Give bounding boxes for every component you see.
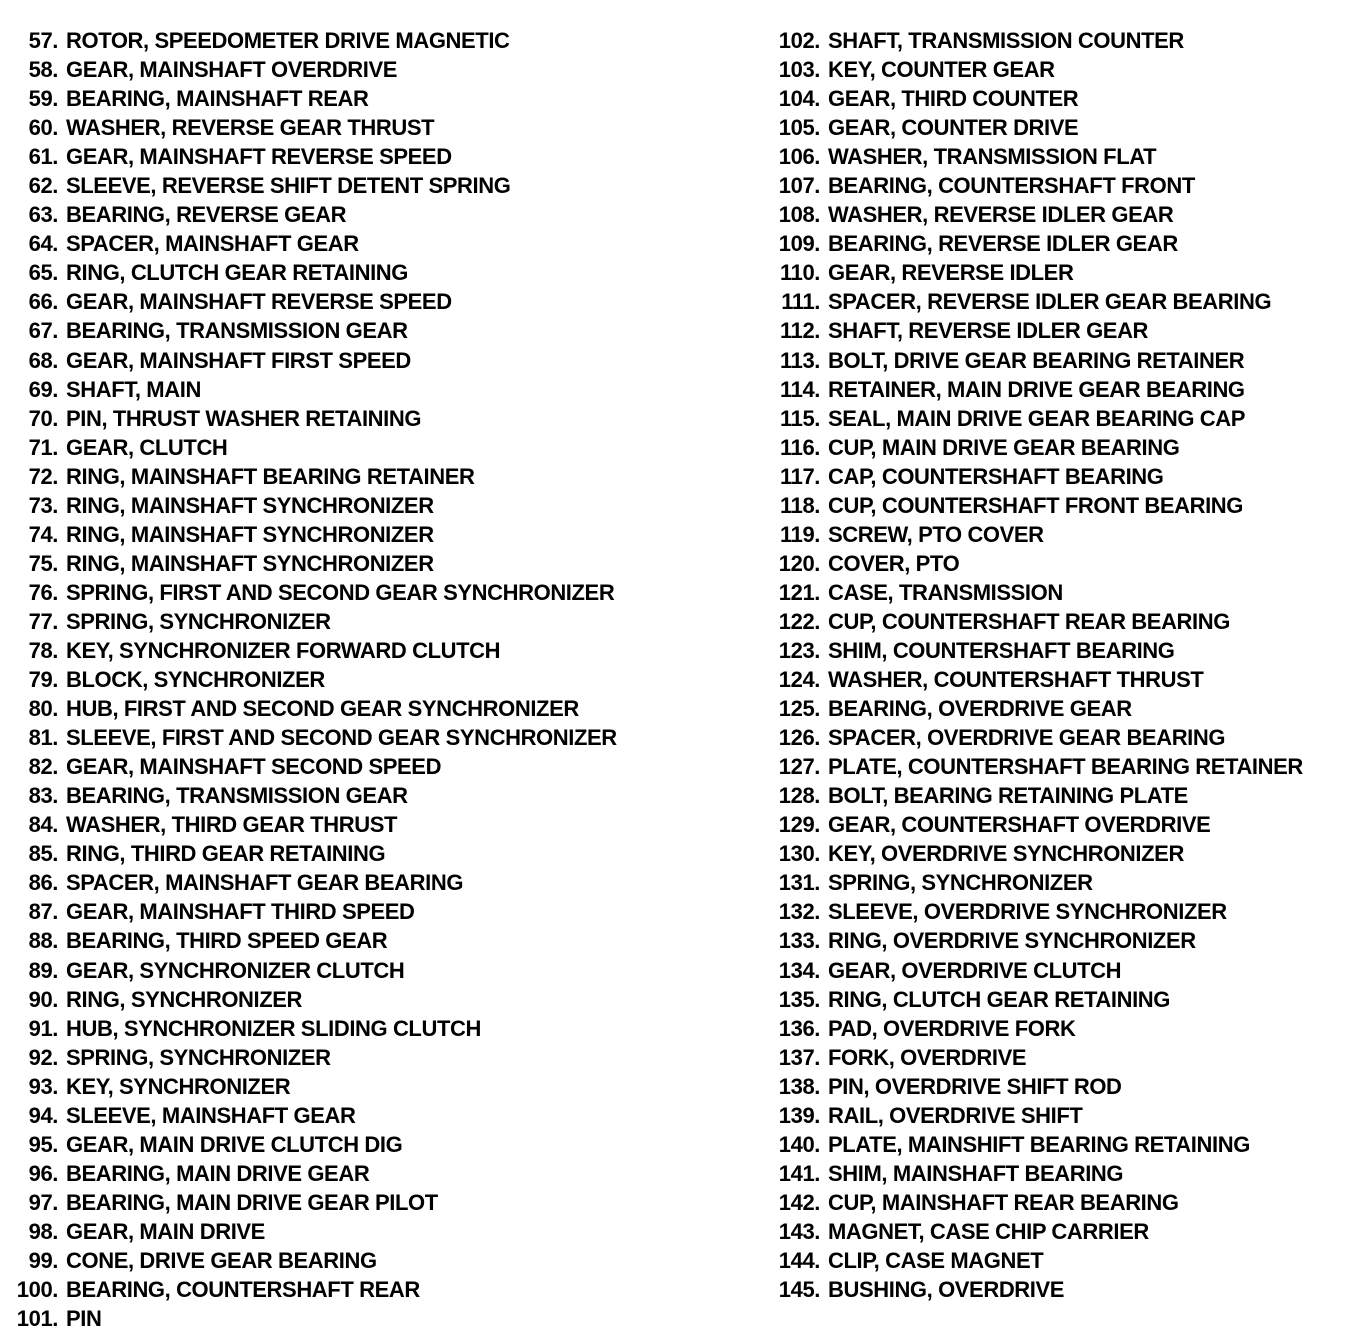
part-number: 121. xyxy=(778,579,820,605)
part-list-item xyxy=(8,433,728,462)
part-list-item xyxy=(760,491,1360,520)
part-list-item xyxy=(760,1043,1360,1072)
part-number: 93. xyxy=(28,1073,58,1099)
part-number: 100. xyxy=(16,1277,58,1303)
part-description: SLEEVE, REVERSE SHIFT DETENT SPRING xyxy=(66,173,511,199)
part-number: 114. xyxy=(779,376,820,402)
part-list-item xyxy=(8,1043,728,1072)
part-number: 139. xyxy=(778,1102,820,1128)
part-list-item xyxy=(760,229,1360,258)
part-description: GEAR, MAINSHAFT THIRD SPEED xyxy=(66,899,415,925)
part-number: 71. xyxy=(28,434,58,460)
part-list-item xyxy=(760,1101,1360,1130)
part-number: 122. xyxy=(778,608,820,634)
part-list-item xyxy=(760,1072,1360,1101)
part-number: 137. xyxy=(778,1044,820,1070)
part-description: BEARING, REVERSE GEAR xyxy=(66,202,347,228)
part-description: PAD, OVERDRIVE FORK xyxy=(828,1015,1076,1041)
part-number: 97. xyxy=(28,1189,58,1215)
part-list-item xyxy=(760,607,1360,636)
part-number: 61. xyxy=(28,144,58,170)
part-number: 92. xyxy=(28,1044,58,1070)
part-description: KEY, SYNCHRONIZER xyxy=(66,1073,291,1099)
part-list-item xyxy=(760,287,1360,316)
part-description: RAIL, OVERDRIVE SHIFT xyxy=(828,1102,1083,1128)
part-list-item xyxy=(760,549,1360,578)
part-description: BEARING, REVERSE IDLER GEAR xyxy=(828,231,1178,257)
part-description: RING, MAINSHAFT SYNCHRONIZER xyxy=(66,521,434,547)
part-list-item xyxy=(760,1159,1360,1188)
part-number: 72. xyxy=(28,463,58,489)
part-description: CUP, COUNTERSHAFT REAR BEARING xyxy=(828,608,1230,634)
part-description: BEARING, THIRD SPEED GEAR xyxy=(66,928,388,954)
part-list-item xyxy=(760,781,1360,810)
part-list-item xyxy=(8,84,728,113)
part-description: RING, MAINSHAFT BEARING RETAINER xyxy=(66,463,475,489)
part-description: SPACER, MAINSHAFT GEAR xyxy=(66,231,359,257)
part-description: SHAFT, MAIN xyxy=(66,376,201,402)
part-description: RING, THIRD GEAR RETAINING xyxy=(66,841,386,867)
part-number: 142. xyxy=(778,1189,820,1215)
part-number: 82. xyxy=(28,754,58,780)
part-list-item xyxy=(760,404,1360,433)
part-number: 104. xyxy=(778,86,820,112)
part-number: 125. xyxy=(778,696,820,722)
part-description: RING, MAINSHAFT SYNCHRONIZER xyxy=(66,492,434,518)
part-number: 117. xyxy=(779,463,820,489)
part-description: SEAL, MAIN DRIVE GEAR BEARING CAP xyxy=(828,405,1246,431)
part-description: GEAR, CLUTCH xyxy=(66,434,228,460)
part-number: 138. xyxy=(778,1073,820,1099)
part-description: SPACER, REVERSE IDLER GEAR BEARING xyxy=(828,289,1272,315)
part-number: 126. xyxy=(778,725,820,751)
part-list-item xyxy=(8,1275,728,1304)
part-list-item xyxy=(8,665,728,694)
part-description: FORK, OVERDRIVE xyxy=(828,1044,1027,1070)
part-list-item xyxy=(8,1246,728,1275)
part-description: RING, OVERDRIVE SYNCHRONIZER xyxy=(828,928,1196,954)
part-list-item xyxy=(8,607,728,636)
part-description: SPACER, MAINSHAFT GEAR BEARING xyxy=(66,870,464,896)
part-description: RETAINER, MAIN DRIVE GEAR BEARING xyxy=(828,376,1245,402)
part-list-item xyxy=(8,316,728,345)
part-number: 113. xyxy=(779,347,820,373)
part-description: SPRING, SYNCHRONIZER xyxy=(828,870,1093,896)
part-list-item xyxy=(8,723,728,752)
part-number: 83. xyxy=(28,783,58,809)
part-number: 66. xyxy=(28,289,58,315)
part-number: 73. xyxy=(28,492,58,518)
part-list-item xyxy=(760,258,1360,287)
part-number: 116. xyxy=(779,434,820,460)
part-description: PLATE, COUNTERSHAFT BEARING RETAINER xyxy=(828,754,1303,780)
part-list-item xyxy=(760,723,1360,752)
part-description: SHIM, COUNTERSHAFT BEARING xyxy=(828,637,1175,663)
part-list-item xyxy=(8,868,728,897)
part-description: GEAR, MAINSHAFT REVERSE SPEED xyxy=(66,289,452,315)
part-description: KEY, OVERDRIVE SYNCHRONIZER xyxy=(828,841,1184,867)
part-description: SLEEVE, OVERDRIVE SYNCHRONIZER xyxy=(828,899,1227,925)
part-list-item xyxy=(760,810,1360,839)
part-number: 105. xyxy=(778,115,820,141)
part-description: CLIP, CASE MAGNET xyxy=(828,1247,1044,1273)
part-list-item xyxy=(760,55,1360,84)
part-list-item xyxy=(760,956,1360,985)
part-number: 127. xyxy=(778,754,820,780)
part-number: 96. xyxy=(28,1160,58,1186)
part-number: 130. xyxy=(778,841,820,867)
part-list-item xyxy=(760,316,1360,345)
part-list-item xyxy=(760,433,1360,462)
part-description: ROTOR, SPEEDOMETER DRIVE MAGNETIC xyxy=(66,28,510,53)
part-description: RING, MAINSHAFT SYNCHRONIZER xyxy=(66,550,434,576)
part-list-item xyxy=(8,55,728,84)
part-list-item xyxy=(760,375,1360,404)
part-description: WASHER, COUNTERSHAFT THRUST xyxy=(828,667,1204,693)
part-list-item xyxy=(8,694,728,723)
part-list-item xyxy=(760,897,1360,926)
part-description: BEARING, COUNTERSHAFT FRONT xyxy=(828,173,1195,199)
part-list-item xyxy=(8,26,728,55)
part-number: 141. xyxy=(778,1160,820,1186)
part-list-item xyxy=(760,868,1360,897)
part-number: 94. xyxy=(28,1102,58,1128)
part-description: COVER, PTO xyxy=(828,550,960,576)
part-list-item xyxy=(760,1130,1360,1159)
part-description: SLEEVE, FIRST AND SECOND GEAR SYNCHRONIZER xyxy=(66,725,617,751)
part-number: 84. xyxy=(28,812,58,838)
part-list-item xyxy=(8,549,728,578)
part-list-item xyxy=(8,839,728,868)
part-description: SPRING, SYNCHRONIZER xyxy=(66,1044,331,1070)
part-list-item xyxy=(8,462,728,491)
part-number: 59. xyxy=(28,86,58,112)
part-description: GEAR, REVERSE IDLER xyxy=(828,260,1074,286)
part-number: 65. xyxy=(28,260,58,286)
part-number: 136. xyxy=(778,1015,820,1041)
part-number: 86. xyxy=(28,870,58,896)
part-list-item xyxy=(760,636,1360,665)
part-list-item xyxy=(760,1275,1360,1304)
part-number: 70. xyxy=(28,405,58,431)
part-list-item xyxy=(8,200,728,229)
part-number: 99. xyxy=(28,1247,58,1273)
part-number: 106. xyxy=(778,144,820,170)
part-number: 115. xyxy=(779,405,820,431)
part-list-item xyxy=(8,375,728,404)
part-number: 144. xyxy=(778,1247,820,1273)
part-description: RING, SYNCHRONIZER xyxy=(66,986,303,1012)
part-number: 74. xyxy=(28,521,58,547)
part-description: PLATE, MAINSHIFT BEARING RETAINING xyxy=(828,1131,1250,1157)
part-list-item xyxy=(8,1014,728,1043)
part-number: 135. xyxy=(778,986,820,1012)
part-description: RING, CLUTCH GEAR RETAINING xyxy=(66,260,409,286)
part-description: BOLT, BEARING RETAINING PLATE xyxy=(828,783,1188,809)
part-number: 91. xyxy=(28,1015,58,1041)
part-description: GEAR, MAIN DRIVE CLUTCH DIG xyxy=(66,1131,403,1157)
part-list-item xyxy=(760,142,1360,171)
part-list-item xyxy=(8,926,728,955)
part-list-item xyxy=(8,1217,728,1246)
part-number: 81. xyxy=(28,725,58,751)
part-list-item xyxy=(760,26,1360,55)
part-number: 98. xyxy=(28,1218,58,1244)
parts-list-left-column xyxy=(8,26,728,1333)
part-number: 90. xyxy=(28,986,58,1012)
part-number: 140. xyxy=(778,1131,820,1157)
part-number: 87. xyxy=(28,899,58,925)
part-list-item xyxy=(8,578,728,607)
part-number: 133. xyxy=(778,928,820,954)
part-number: 69. xyxy=(28,376,58,402)
part-number: 124. xyxy=(778,667,820,693)
part-list-item xyxy=(760,985,1360,1014)
part-list-item xyxy=(8,1072,728,1101)
part-number: 119. xyxy=(779,521,820,547)
part-description: CAP, COUNTERSHAFT BEARING xyxy=(828,463,1164,489)
part-number: 75. xyxy=(28,550,58,576)
part-number: 78. xyxy=(28,637,58,663)
part-description: BEARING, TRANSMISSION GEAR xyxy=(66,318,408,344)
part-list-item xyxy=(760,926,1360,955)
part-number: 129. xyxy=(778,812,820,838)
part-number: 132. xyxy=(778,899,820,925)
part-list-item xyxy=(8,404,728,433)
part-list-item xyxy=(8,1130,728,1159)
part-number: 89. xyxy=(28,957,58,983)
part-number: 143. xyxy=(778,1218,820,1244)
part-number: 85. xyxy=(28,841,58,867)
part-description: SPRING, SYNCHRONIZER xyxy=(66,608,331,634)
part-list-item xyxy=(760,84,1360,113)
part-description: CONE, DRIVE GEAR BEARING xyxy=(66,1247,377,1273)
part-number: 128. xyxy=(778,783,820,809)
part-description: BUSHING, OVERDRIVE xyxy=(828,1277,1065,1303)
part-number: 103. xyxy=(778,57,820,83)
part-list-item xyxy=(760,839,1360,868)
part-list-item xyxy=(760,665,1360,694)
part-number: 95. xyxy=(28,1131,58,1157)
part-description: CASE, TRANSMISSION xyxy=(828,579,1063,605)
part-list-item xyxy=(760,578,1360,607)
part-list-item xyxy=(8,287,728,316)
part-description: GEAR, COUNTER DRIVE xyxy=(828,115,1079,141)
part-number: 110. xyxy=(779,260,820,286)
part-list-item xyxy=(8,1159,728,1188)
part-list-item xyxy=(8,1188,728,1217)
part-list-item xyxy=(760,694,1360,723)
part-list-item xyxy=(760,1246,1360,1275)
part-description: SPACER, OVERDRIVE GEAR BEARING xyxy=(828,725,1226,751)
part-list-item xyxy=(8,1304,728,1333)
part-description: PIN xyxy=(66,1306,102,1332)
part-list-item xyxy=(8,1101,728,1130)
part-description: PIN, OVERDRIVE SHIFT ROD xyxy=(828,1073,1122,1099)
part-description: SHIM, MAINSHAFT BEARING xyxy=(828,1160,1124,1186)
part-description: GEAR, MAINSHAFT SECOND SPEED xyxy=(66,754,442,780)
part-description: GEAR, THIRD COUNTER xyxy=(828,86,1079,112)
part-description: GEAR, COUNTERSHAFT OVERDRIVE xyxy=(828,812,1211,838)
part-description: GEAR, MAINSHAFT REVERSE SPEED xyxy=(66,144,452,170)
part-description: HUB, SYNCHRONIZER SLIDING CLUTCH xyxy=(66,1015,481,1041)
part-list-item xyxy=(760,171,1360,200)
part-description: GEAR, SYNCHRONIZER CLUTCH xyxy=(66,957,405,983)
part-description: GEAR, MAINSHAFT FIRST SPEED xyxy=(66,347,411,373)
part-number: 57. xyxy=(28,28,58,53)
part-number: 68. xyxy=(28,347,58,373)
part-list-item xyxy=(8,636,728,665)
part-number: 60. xyxy=(28,115,58,141)
part-number: 76. xyxy=(28,579,58,605)
part-number: 88. xyxy=(28,928,58,954)
part-number: 80. xyxy=(28,696,58,722)
part-list-item xyxy=(8,520,728,549)
part-description: SHAFT, TRANSMISSION COUNTER xyxy=(828,28,1184,53)
part-description: KEY, COUNTER GEAR xyxy=(828,57,1055,83)
part-number: 108. xyxy=(778,202,820,228)
part-number: 62. xyxy=(28,173,58,199)
part-description: BEARING, COUNTERSHAFT REAR xyxy=(66,1277,420,1303)
part-list-item xyxy=(8,781,728,810)
part-number: 120. xyxy=(778,550,820,576)
part-description: KEY, SYNCHRONIZER FORWARD CLUTCH xyxy=(66,637,501,663)
parts-list-right-column xyxy=(760,26,1360,1304)
part-list-item xyxy=(8,752,728,781)
part-description: GEAR, OVERDRIVE CLUTCH xyxy=(828,957,1122,983)
part-description: BEARING, TRANSMISSION GEAR xyxy=(66,783,408,809)
part-list-item xyxy=(8,956,728,985)
part-number: 112. xyxy=(779,318,820,344)
part-description: GEAR, MAINSHAFT OVERDRIVE xyxy=(66,57,398,83)
part-list-item xyxy=(8,810,728,839)
part-description: GEAR, MAIN DRIVE xyxy=(66,1218,265,1244)
part-description: WASHER, THIRD GEAR THRUST xyxy=(66,812,398,838)
part-number: 101. xyxy=(16,1306,58,1332)
part-list-item xyxy=(760,1188,1360,1217)
part-number: 63. xyxy=(28,202,58,228)
part-list-item xyxy=(8,171,728,200)
part-number: 107. xyxy=(778,173,820,199)
part-number: 109. xyxy=(778,231,820,257)
part-description: BLOCK, SYNCHRONIZER xyxy=(66,667,325,693)
part-list-item xyxy=(8,229,728,258)
part-list-item xyxy=(760,346,1360,375)
part-list-item xyxy=(8,258,728,287)
part-description: SHAFT, REVERSE IDLER GEAR xyxy=(828,318,1149,344)
part-description: MAGNET, CASE CHIP CARRIER xyxy=(828,1218,1149,1244)
part-description: CUP, MAIN DRIVE GEAR BEARING xyxy=(828,434,1180,460)
part-number: 111. xyxy=(781,289,820,315)
part-number: 67. xyxy=(28,318,58,344)
part-description: WASHER, REVERSE GEAR THRUST xyxy=(66,115,435,141)
part-list-item xyxy=(8,142,728,171)
part-description: CUP, MAINSHAFT REAR BEARING xyxy=(828,1189,1179,1215)
part-list-item xyxy=(8,491,728,520)
part-list-item xyxy=(8,897,728,926)
part-list-item xyxy=(760,113,1360,142)
part-number: 134. xyxy=(778,957,820,983)
part-description: HUB, FIRST AND SECOND GEAR SYNCHRONIZER xyxy=(66,696,579,722)
part-description: BEARING, MAIN DRIVE GEAR PILOT xyxy=(66,1189,438,1215)
part-description: BEARING, OVERDRIVE GEAR xyxy=(828,696,1132,722)
part-description: SCREW, PTO COVER xyxy=(828,521,1044,547)
part-list-item xyxy=(8,113,728,142)
part-description: WASHER, REVERSE IDLER GEAR xyxy=(828,202,1174,228)
part-list-item xyxy=(760,752,1360,781)
part-description: WASHER, TRANSMISSION FLAT xyxy=(828,144,1157,170)
part-number: 79. xyxy=(28,667,58,693)
part-description: BEARING, MAIN DRIVE GEAR xyxy=(66,1160,370,1186)
part-description: BEARING, MAINSHAFT REAR xyxy=(66,86,369,112)
part-list-item xyxy=(760,520,1360,549)
part-number: 77. xyxy=(28,608,58,634)
part-number: 64. xyxy=(28,231,58,257)
part-number: 131. xyxy=(778,870,820,896)
part-list-item xyxy=(760,1217,1360,1246)
part-list-item xyxy=(8,985,728,1014)
part-description: RING, CLUTCH GEAR RETAINING xyxy=(828,986,1171,1012)
part-number: 123. xyxy=(778,637,820,663)
part-number: 118. xyxy=(779,492,820,518)
part-list-item xyxy=(760,200,1360,229)
part-description: BOLT, DRIVE GEAR BEARING RETAINER xyxy=(828,347,1245,373)
part-list-item xyxy=(760,462,1360,491)
part-list-item xyxy=(8,346,728,375)
part-description: CUP, COUNTERSHAFT FRONT BEARING xyxy=(828,492,1243,518)
part-description: PIN, THRUST WASHER RETAINING xyxy=(66,405,422,431)
part-list-item xyxy=(760,1014,1360,1043)
part-number: 58. xyxy=(28,57,58,83)
part-number: 145. xyxy=(778,1277,820,1303)
part-number: 102. xyxy=(778,28,820,53)
part-description: SLEEVE, MAINSHAFT GEAR xyxy=(66,1102,356,1128)
part-description: SPRING, FIRST AND SECOND GEAR SYNCHRONIZER xyxy=(66,579,615,605)
